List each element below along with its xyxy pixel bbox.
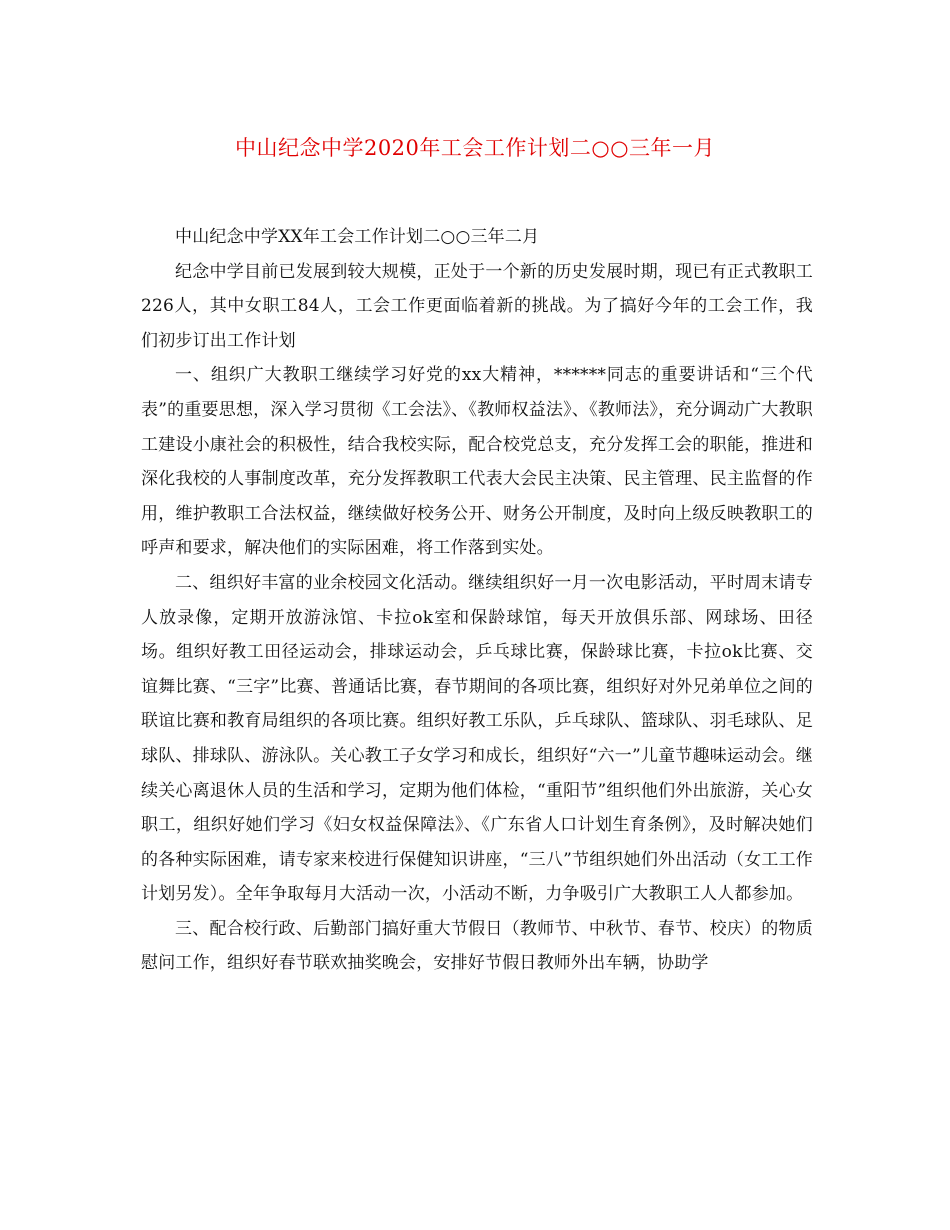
paragraph-subtitle: 中山纪念中学XX年工会工作计划二○○三年二月 bbox=[175, 227, 540, 247]
paragraph-intro: 纪念中学目前已发展到较大规模，正处于一个新的历史发展时期，现已有正式教职工226人，其中女职工84人，工会工作更面临着新的挑战。为了搞好今年的工会工作，我们初步订出工作计划 bbox=[141, 261, 813, 351]
document-body bbox=[141, 220, 813, 981]
paragraph-section-3: 三、配合校行政、后勤部门搞好重大节假日（教师节、中秋节、春节、校庆）的物质慰问工作，组织好春节联欢抽奖晚会，安排好节假日教师外出车辆，协助学 bbox=[141, 918, 813, 974]
paragraph-section-2: 二、组织好丰富的业余校园文化活动。继续组织好一月一次电影活动，平时周末请专人放录像，定期开放游泳馆、卡拉ok室和保龄球馆，每天开放俱乐部、网球场、田径场。组织好教工田径运动会，排球运动会，乒乓球比赛，保龄球比赛，卡拉ok比赛、交谊舞比赛、“三字”比赛、普通话比赛，春节期间的各项比赛，组织好对外兄弟单位之间的联谊比赛和教育局组织的各项比赛。组织好教工乐队，乒乓球队、篮球队、羽毛球队、足球队、排球队、游泳队。关心教工子女学习和成长，组织好“六一”儿童节趣味运动会。继续关心离退休人员的生活和学习，定期为他们体检，“重阳节”组织他们外出旅游，关心女职工，组织好她们学习《妇女权益保障法》、《广东省人口计划生育条例》，及时解决她们的各种实际困难，请专家来校进行保健知识讲座，“三八”节组织她们外出活动（女工工作计划另发）。全年争取每月大活动一次，小活动不断，力争吸引广大教职工人人都参加。 bbox=[141, 572, 813, 905]
document-title: 中山纪念中学2020年工会工作计划二○○三年一月 bbox=[234, 136, 716, 160]
paragraph-section-1: 一、组织广大教职工继续学习好党的xx大精神，******同志的重要讲话和“三个代表”的重要思想，深入学习贯彻《工会法》、《教师权益法》、《教师法》，充分调动广大教职工建设小康社会的积极性，结合我校实际，配合校党总支，充分发挥工会的职能，推进和深化我校的人事制度改革，充分发挥教职工代表大会民主决策、民主管理、民主监督的作用，维护教职工合法权益，继续做好校务公开、财务公开制度，及时向上级反映教职工的呼声和要求，解决他们的实际困难，将工作落到实处。 bbox=[141, 365, 813, 559]
